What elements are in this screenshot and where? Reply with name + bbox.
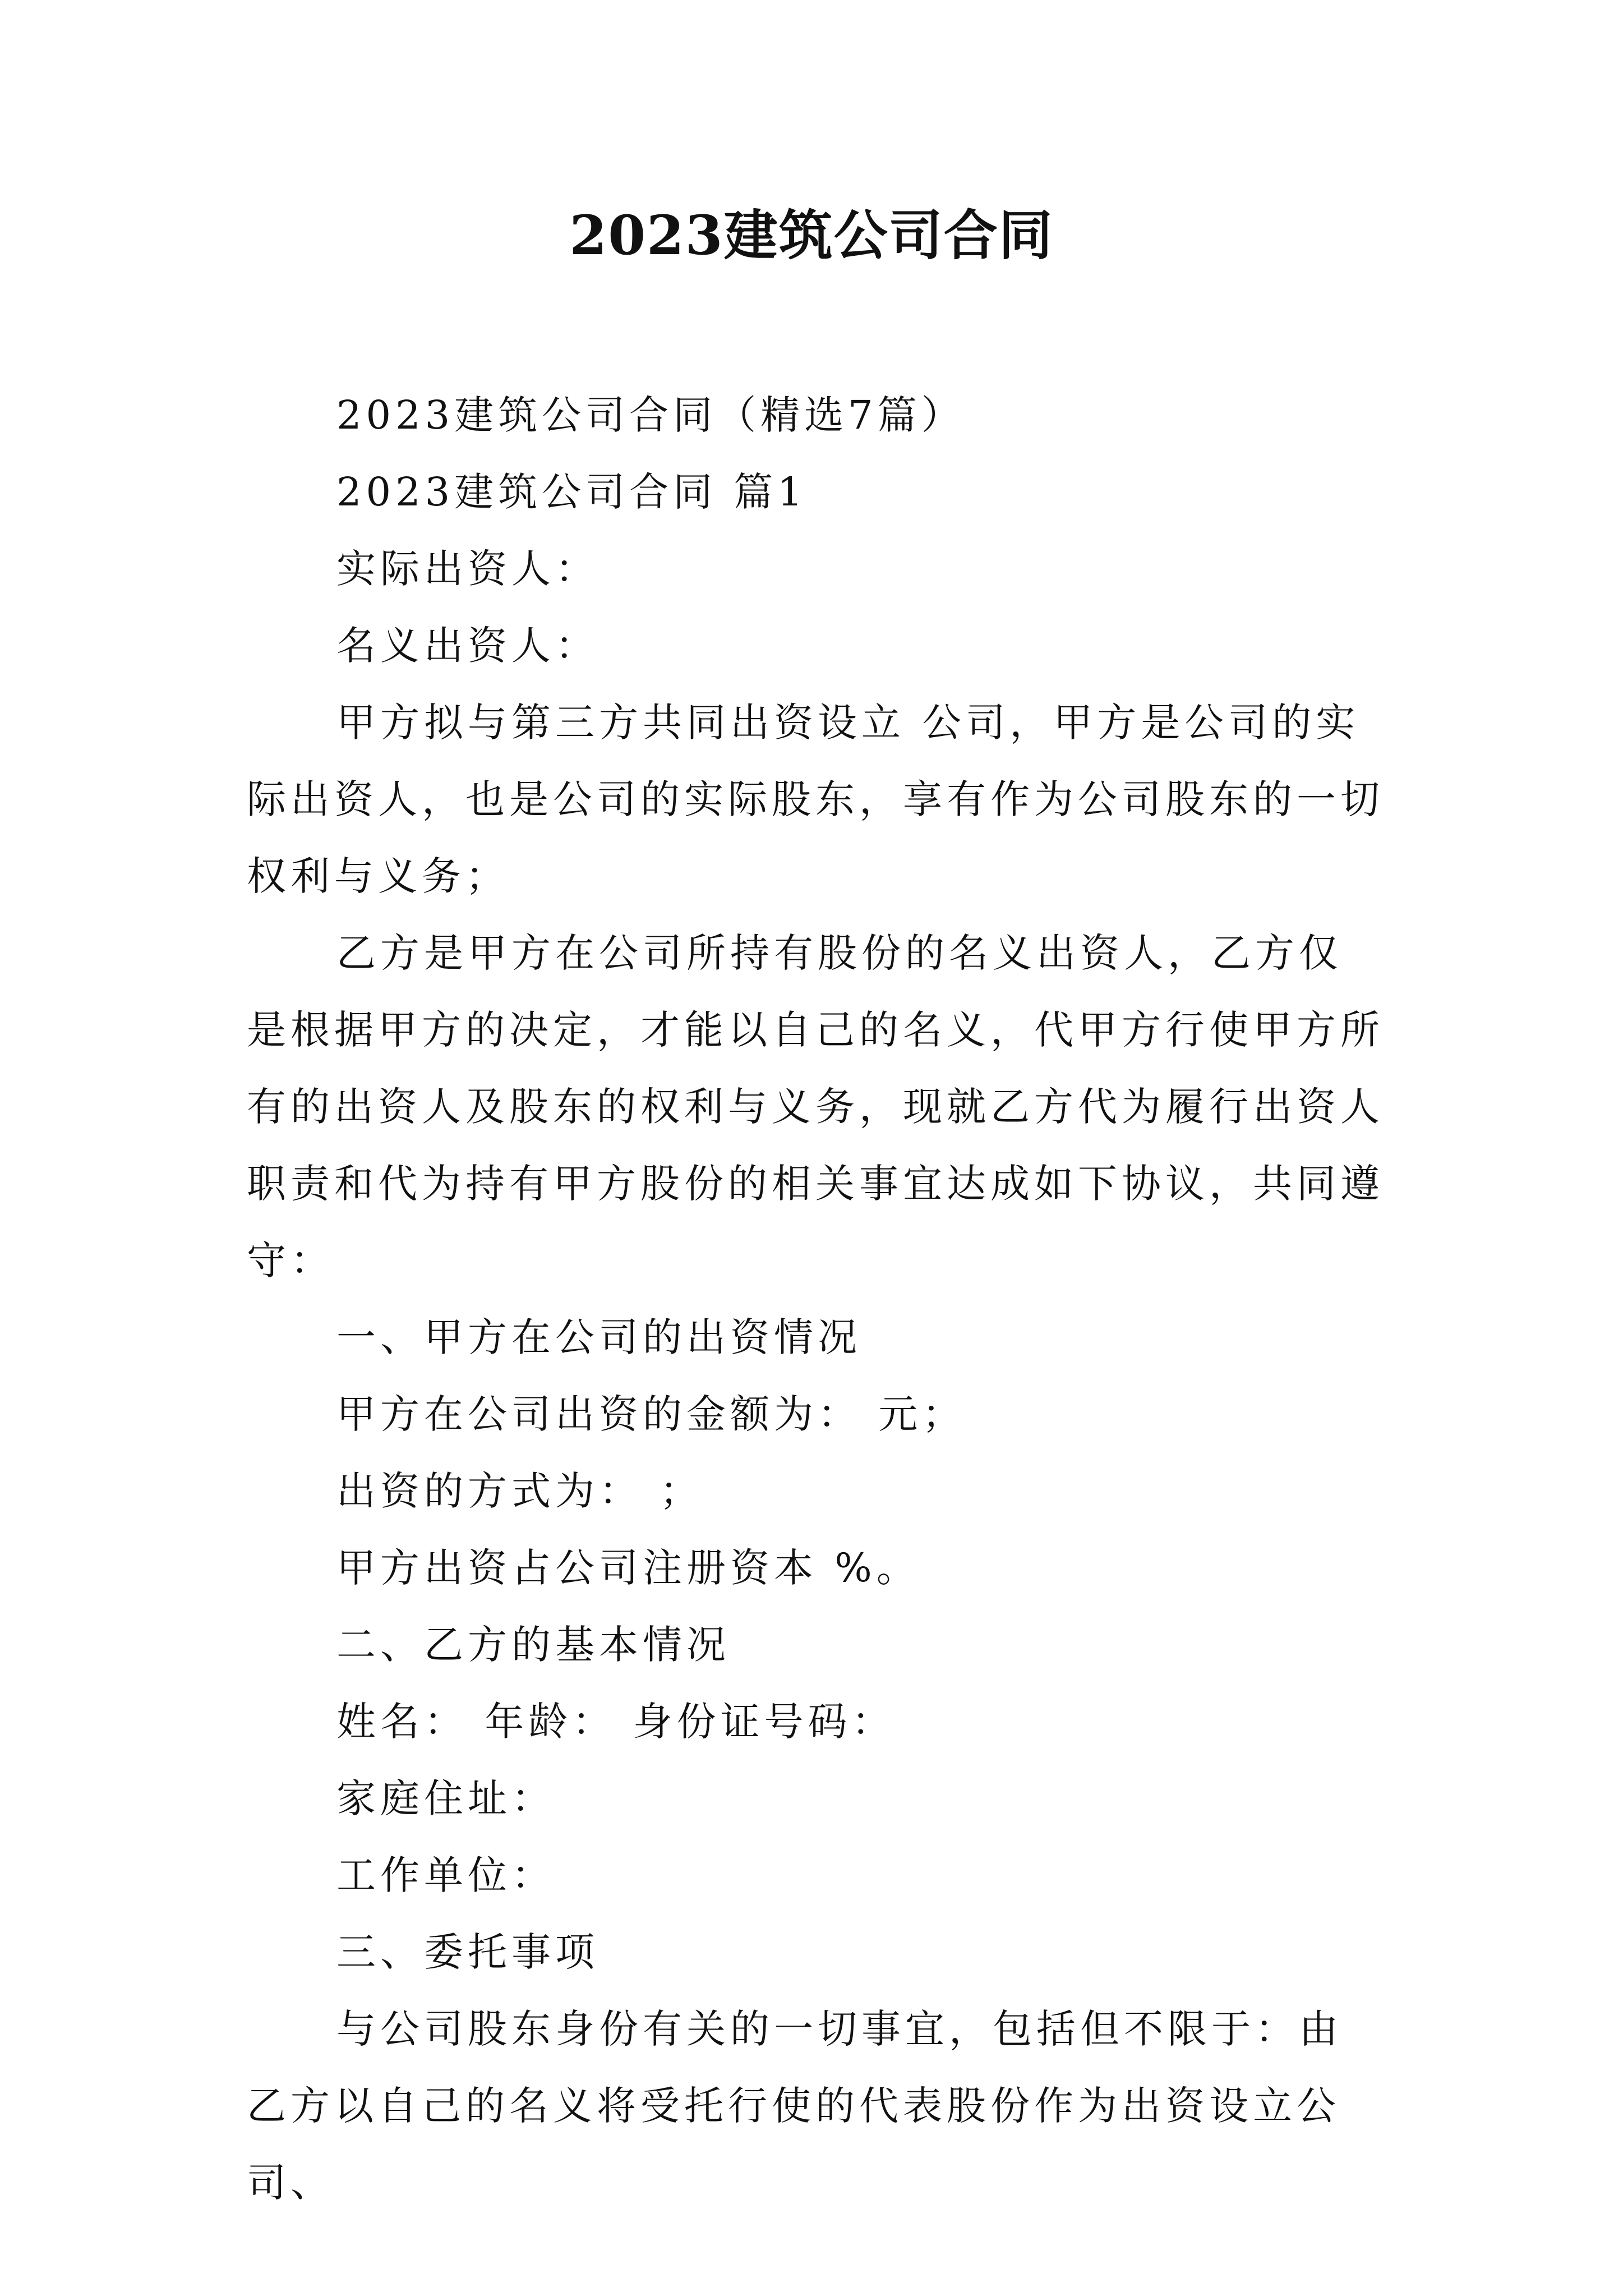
paragraph-home-address: 家庭住址： — [336, 1775, 555, 1821]
section-heading-2: 二、乙方的基本情况 — [336, 1622, 730, 1668]
document-title: 2023建筑公司合同 — [569, 204, 1054, 267]
paragraph-work-unit: 工作单位： — [336, 1852, 555, 1898]
paragraph-party-b-intro: 乙方是甲方在公司所持有股份的名义出资人，乙方仅是根据甲方的决定，才能以自己的名义，代甲方行使甲方所有的出资人及股东的权利与义务，现就乙方代为履行出资人职责和代为持有甲方股份的相关事宜达成如下协议，共同遵守： — [247, 930, 1384, 1283]
paragraph-part-heading: 2023建筑公司合同 篇1 — [336, 469, 807, 515]
paragraph-personal-info: 姓名： 年龄： 身份证号码： — [336, 1699, 896, 1745]
section-heading-3: 三、委托事项 — [336, 1929, 599, 1975]
paragraph-actual-investor: 实际出资人： — [336, 546, 599, 592]
paragraph-capital-share: 甲方出资占公司注册资本 %。 — [336, 1545, 920, 1591]
paragraph-capital-amount: 甲方在公司出资的金额为： 元； — [336, 1391, 966, 1437]
paragraph-capital-method: 出资的方式为： ； — [336, 1468, 704, 1514]
section-heading-1: 一、甲方在公司的出资情况 — [336, 1314, 861, 1360]
paragraph-entrusted-matters: 与公司股东身份有关的一切事宜，包括但不限于：由乙方以自己的名义将受托行使的代表股份作为出资设立公司、 — [247, 2006, 1343, 2206]
paragraph-subtitle: 2023建筑公司合同（精选7篇） — [336, 392, 965, 438]
document-body — [247, 377, 1385, 2221]
paragraph-nominal-investor: 名义出资人： — [336, 623, 599, 669]
paragraph-party-a-intro: 甲方拟与第三方共同出资设立 公司，甲方是公司的实际出资人，也是公司的实际股东，享有作为公司股东的一切权利与义务； — [247, 700, 1384, 899]
